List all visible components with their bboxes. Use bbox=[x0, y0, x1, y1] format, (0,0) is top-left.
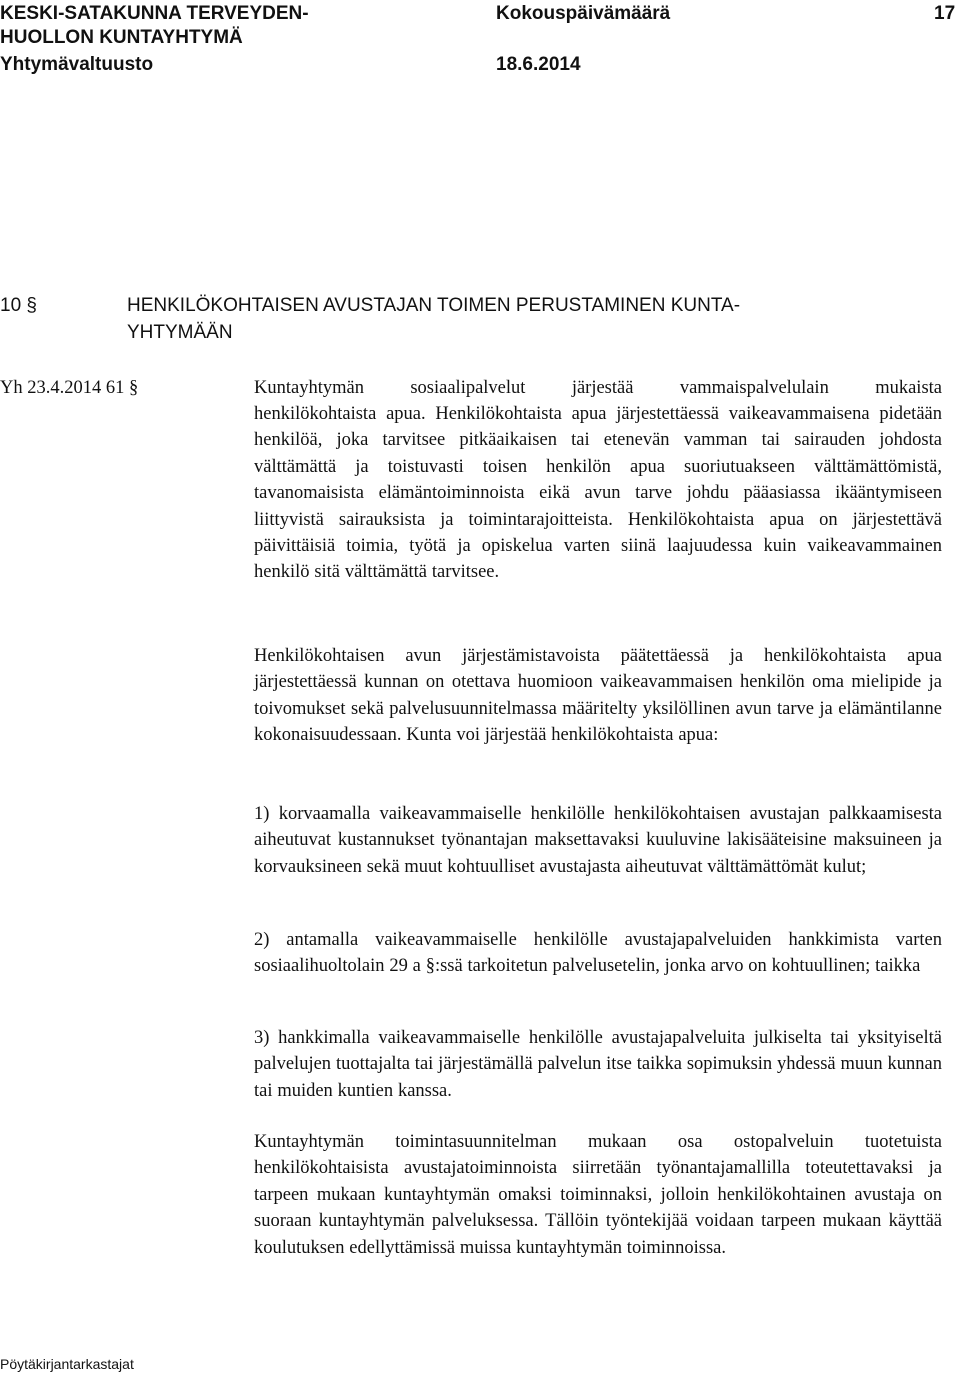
paragraph-3: Kuntayhtymän toimintasuunnitelman mukaan osa ostopalveluin tuotetuista henkilökohtaisista avustajatoiminnoista siirretään työnantajamallilla toteutettavaksi ja tarpeen mukaan kuntayhtymän omaksi toiminnaksi, jolloin henkilökohtainen avustaja on suoraan kuntayhtymän palveluksessa. Tällöin työntekijää voidaan tarpeen mukaan käyttää koulutuksen edellyttämissä muissa kuntayhtymän toiminnoissa. bbox=[254, 1132, 942, 1258]
meeting-date: 18.6.2014 bbox=[496, 54, 581, 75]
paragraph-2: Henkilökohtaisen avun järjestämistavoista päätettäessä ja henkilökohtaista apua järjestettäessä kunnan on otettava huomioon vaikeavammaisen henkilön oma mielipide ja toivomukset sekä palvelusuunnitelmassa määritelty yksilöllinen avun tarve ja elämäntilanne kokonaisuudessaan. Kunta voi järjestää henkilökohtaista apua: bbox=[254, 646, 942, 746]
section-number: 10 § bbox=[0, 295, 37, 316]
list-item-3: 3) hankkimalla vaikeavammaiselle henkilölle avustajapalveluita julkiselta tai yksityiseltä palvelujen tuottajalta tai järjestämällä palvelun itse taikka sopimuksin yhdessä muun kunnan tai muiden kuntien kanssa. bbox=[254, 1028, 942, 1101]
previous-meeting-reference: Yh 23.4.2014 61 § bbox=[0, 378, 139, 398]
list-item-2: 2) antamalla vaikeavammaiselle henkilölle avustajapalveluiden hankkimista varten sosiaalihuoltolain 29 a §:ssä tarkoitetun palvelusetelin, jonka arvo on kohtuullinen; taikka bbox=[254, 930, 942, 977]
meeting-body: Yhtymävaltuusto bbox=[0, 54, 154, 75]
page-number: 17 bbox=[934, 3, 956, 24]
paragraph-1-first-line: Kuntayhtymän sosiaalipalvelut järjestää vammaispalvelulain mukaista bbox=[254, 378, 942, 398]
paragraph-1-body: henkilökohtaista apua. Henkilökohtaista apua järjestettäessä vaikeavammaisena pidetään henkilöä, joka tarvitsee pitkäaikaisen tai etenevän vamman tai sairauden johdosta välttämättä ja toistuvasti toisen henkilön apua suoriutuakseen välttämättömistä, tavanomaisista elämäntoiminnoista eikä avun tarve johdu pääasiassa ikääntymiseen liittyvistä sairauksista ja toimintarajoitteista. Henkilökohtaista apua on järjestettävä päivittäisiä toimia, työtä ja opiskelua varten siinä laajuudessa kuin vaikeavammainen henkilö sitä välttämättä tarvitsee. bbox=[254, 404, 942, 583]
organization-name-line1: KESKI-SATAKUNNA TERVEYDEN- bbox=[0, 3, 309, 24]
footer-inspectors-label: Pöytäkirjantarkastajat bbox=[0, 1356, 134, 1372]
section-title-line2: YHTYMÄÄN bbox=[127, 322, 233, 343]
section-title-line1: HENKILÖKOHTAISEN AVUSTAJAN TOIMEN PERUSTAMINEN KUNTA- bbox=[127, 295, 741, 316]
date-label: Kokouspäivämäärä bbox=[496, 3, 671, 24]
list-item-1: 1) korvaamalla vaikeavammaiselle henkilölle henkilökohtaisen avustajan palkkaamisesta aiheutuvat kustannukset työnantajan maksettavaksi kuuluvine lakisääteisine maksuineen ja korvauksineen sekä muut kohtuulliset avustajasta aiheutuvat välttämättömät kulut; bbox=[254, 804, 942, 877]
organization-name-line2: HUOLLON KUNTAYHTYMÄ bbox=[0, 27, 243, 48]
